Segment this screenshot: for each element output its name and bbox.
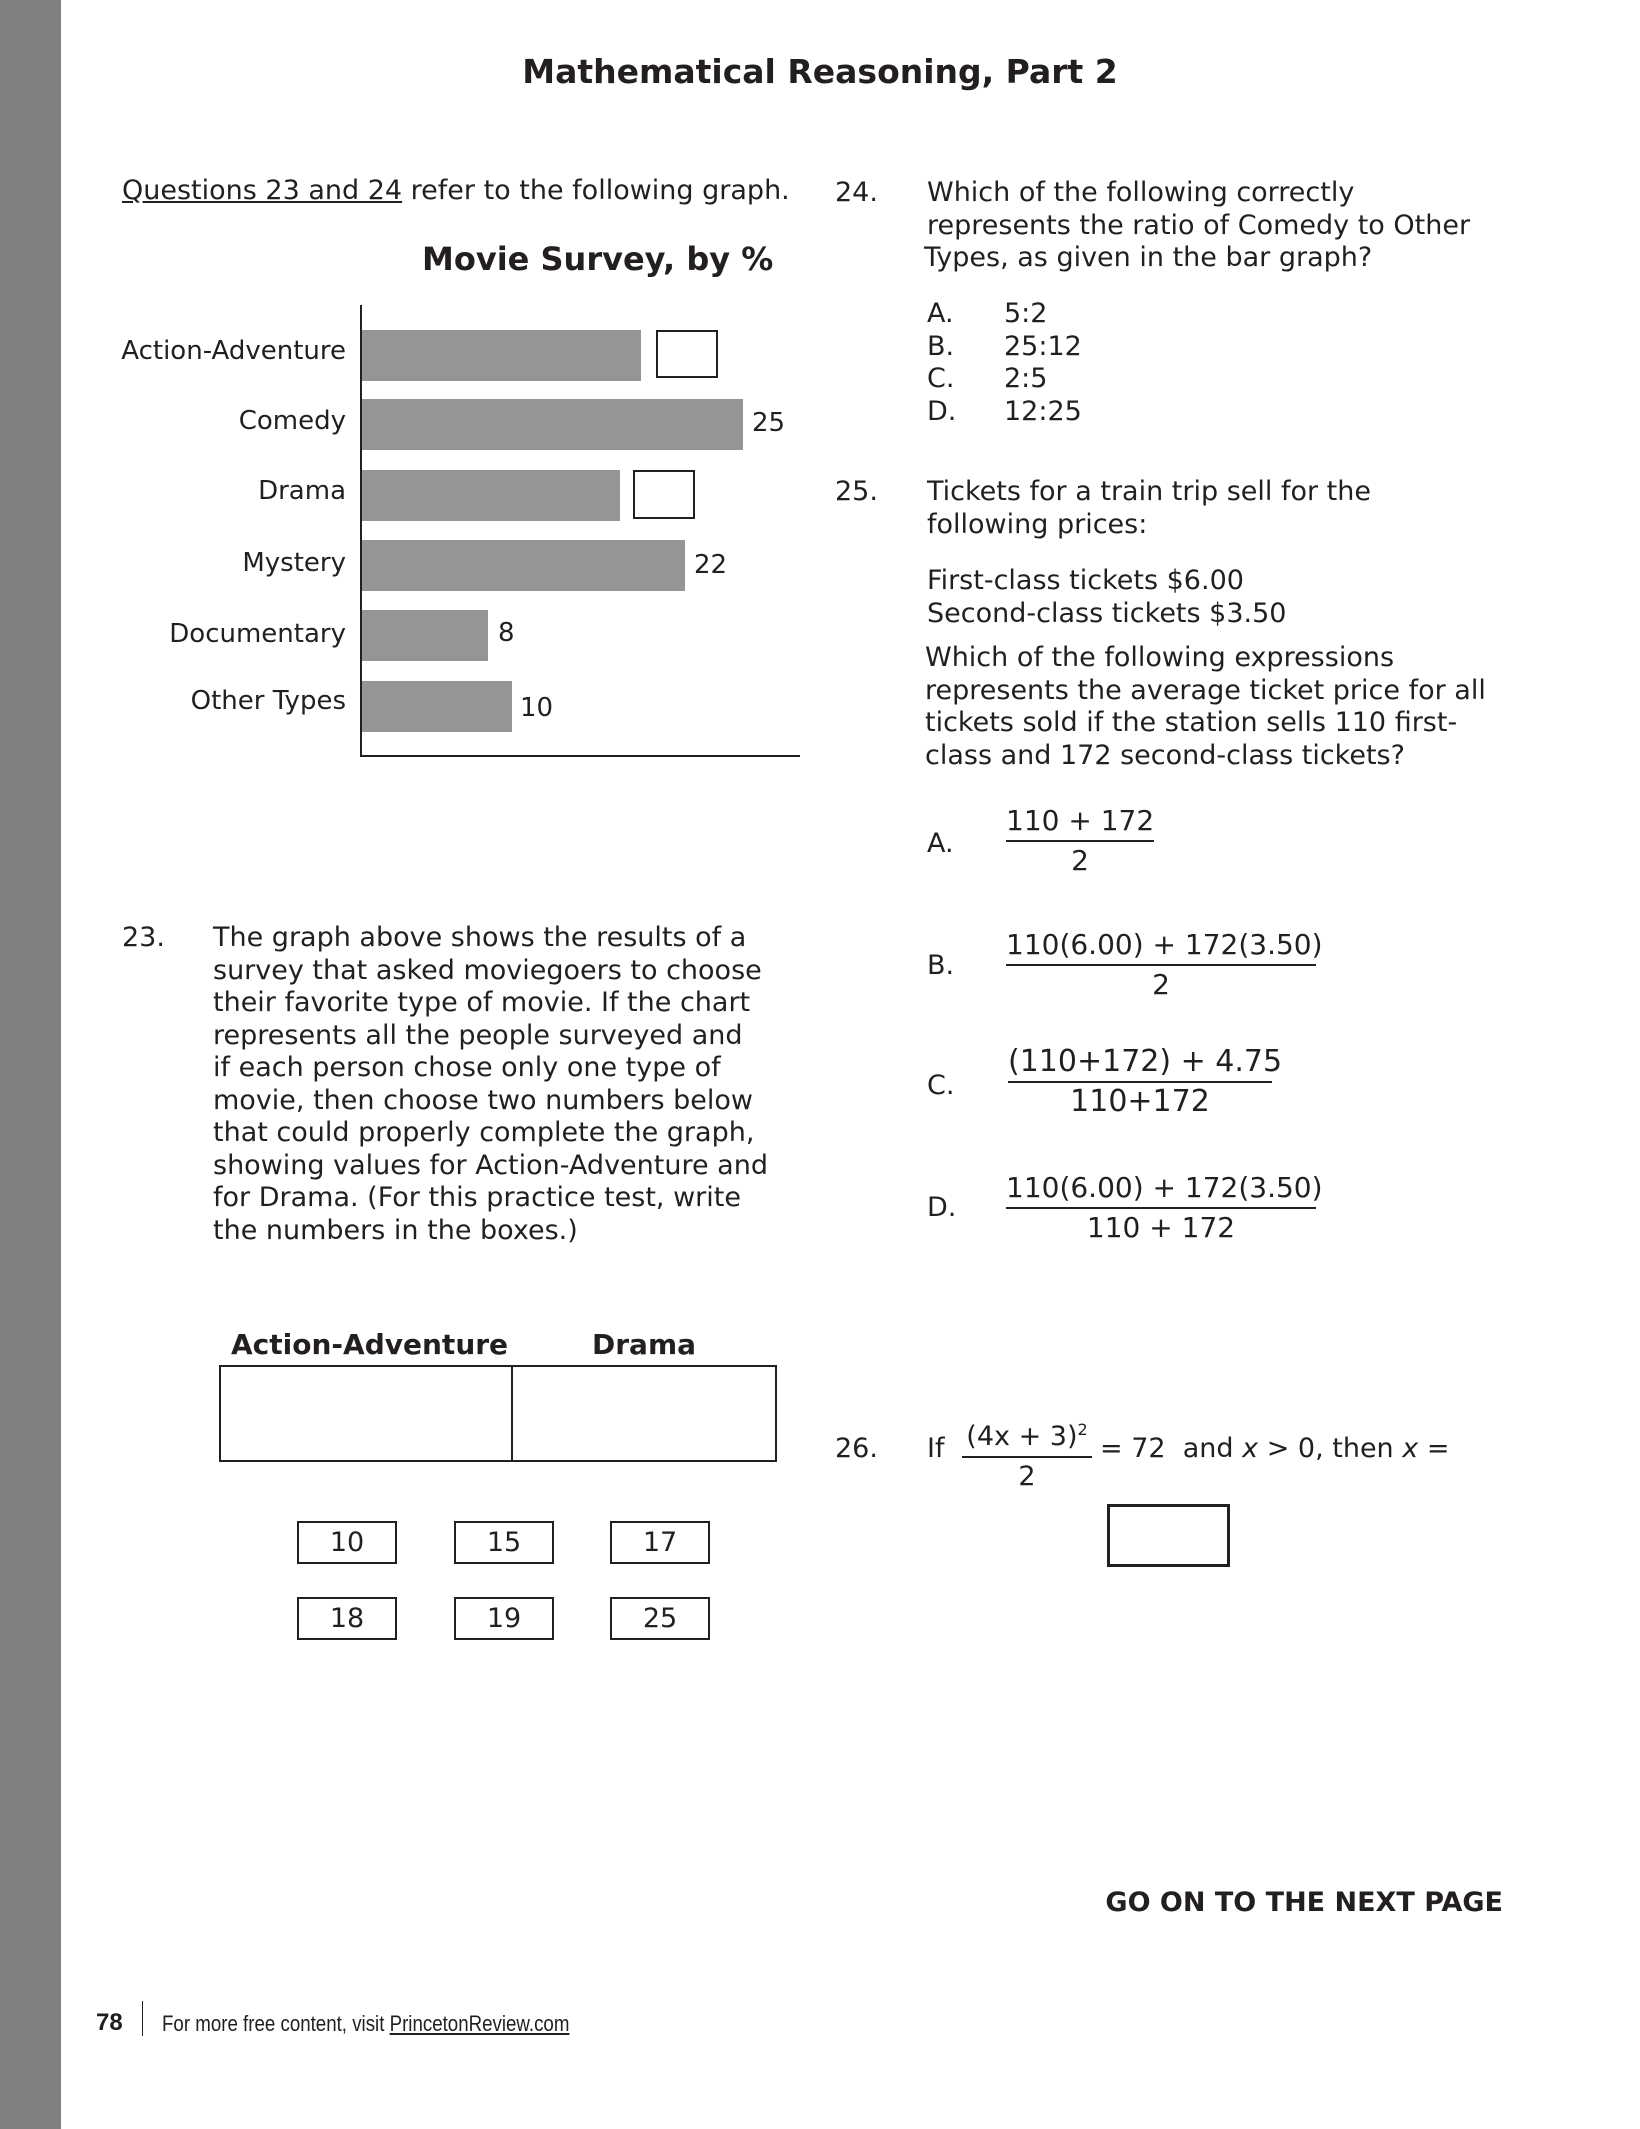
q25-prices	[927, 565, 1286, 630]
q23-line: that could properly complete the graph,	[213, 1117, 755, 1148]
q24-line: Which of the following correctly	[927, 177, 1355, 208]
category-label: Documentary	[169, 619, 346, 649]
q23-text	[213, 922, 768, 1247]
bar-comedy	[362, 399, 743, 450]
denominator: 110 + 172	[1086, 1211, 1236, 1244]
princeton-review-link[interactable]: PrincetonReview.com	[389, 2011, 570, 2036]
q26-if: If	[927, 1433, 945, 1464]
denominator: 2	[1152, 968, 1170, 1001]
q23-line: movie, then choose two numbers below	[213, 1084, 753, 1116]
q25-option-b-letter[interactable]: B.	[927, 950, 955, 981]
q25-line: tickets sold if the station sells 110 first-	[925, 707, 1458, 738]
bar-documentary	[362, 610, 488, 661]
q23-line: their favorite type of movie. If the chart	[213, 987, 751, 1018]
q24-line: Types, as given in the bar graph?	[924, 242, 1373, 273]
option-letter: B.	[927, 330, 955, 362]
category-label: Mystery	[242, 548, 346, 578]
q23-line: The graph above shows the results of a	[213, 922, 747, 953]
q25-option-a-fraction[interactable]	[1006, 804, 1154, 878]
bar-mystery	[362, 540, 685, 591]
option-text: 12:25	[1004, 395, 1082, 427]
fraction-bar	[962, 1456, 1092, 1458]
option-text: 5:2	[1004, 298, 1048, 329]
option-text: 25:12	[1004, 330, 1082, 362]
fraction-bar	[1006, 964, 1316, 966]
q24-line: represents the ratio of Comedy to Other	[927, 209, 1471, 241]
condition-text: > 0, then	[1258, 1433, 1403, 1464]
numerator: 110 + 172	[1006, 804, 1155, 837]
q23-line: for Drama. (For this practice test, write	[213, 1182, 741, 1213]
option-text: 2:5	[1004, 363, 1048, 394]
page-title: Mathematical Reasoning, Part 2	[522, 52, 1118, 91]
response-header-drama: Drama	[592, 1328, 697, 1361]
blank-box-action-adventure[interactable]	[656, 330, 718, 378]
variable-x: x	[1402, 1433, 1419, 1464]
numerator: 110(6.00) + 172(3.50)	[1006, 1171, 1323, 1204]
number-tile[interactable]: 17	[610, 1521, 710, 1564]
q25-option-b-fraction[interactable]	[1006, 928, 1323, 1002]
chart-x-axis	[360, 755, 800, 757]
q23-line: showing values for Action-Adventure and	[213, 1149, 768, 1181]
fraction-bar	[1006, 1207, 1316, 1209]
q23-line: if each person chose only one type of	[213, 1052, 721, 1083]
go-on-next-page: GO ON TO THE NEXT PAGE	[1105, 1887, 1503, 1918]
option-letter: C.	[927, 363, 955, 394]
graph-intro	[122, 175, 790, 208]
number-tile[interactable]: 15	[454, 1521, 554, 1564]
numerator	[962, 1413, 1092, 1454]
numerator: (110+172) + 4.75	[1008, 1044, 1283, 1079]
numerator: 110(6.00) + 172(3.50)	[1006, 928, 1323, 961]
response-cell-drama[interactable]	[513, 1367, 775, 1460]
numerator-text: (4x + 3)	[966, 1421, 1078, 1452]
bar-other-types	[362, 681, 512, 732]
denominator: 2	[1018, 1461, 1036, 1492]
question-number: 25.	[835, 476, 878, 507]
chart-title: Movie Survey, by %	[422, 240, 774, 278]
footer-divider	[142, 2001, 143, 2036]
question-number: 26.	[835, 1433, 878, 1464]
q25-option-d-letter[interactable]: D.	[927, 1192, 957, 1223]
bar-action-adventure	[362, 330, 641, 381]
bar-value-label: 10	[520, 693, 554, 723]
variable-x: x	[1242, 1433, 1259, 1464]
q24-option-b[interactable]	[927, 331, 1082, 364]
q25-option-a-letter[interactable]: A.	[927, 828, 954, 859]
q25-option-c-letter[interactable]: C.	[927, 1070, 955, 1101]
option-letter: A.	[927, 298, 954, 329]
bar-drama	[362, 470, 620, 521]
q26-tail	[1100, 1433, 1449, 1466]
option-letter: D.	[927, 395, 957, 427]
number-tile[interactable]: 18	[297, 1597, 397, 1640]
q25-line: Which of the following expressions	[925, 642, 1395, 673]
q23-line: the numbers in the boxes.)	[213, 1214, 578, 1246]
graph-intro-underlined: Questions 23 and 24	[122, 175, 403, 206]
number-tile[interactable]: 10	[297, 1521, 397, 1564]
q24-option-a[interactable]	[927, 298, 1082, 331]
q26-fraction	[962, 1413, 1092, 1494]
q23-line: survey that asked moviegoers to choose	[213, 954, 762, 986]
response-header-action-adventure: Action-Adventure	[231, 1328, 509, 1361]
category-label: Drama	[258, 476, 346, 506]
footer-text	[162, 2011, 569, 2037]
page-number: 78	[96, 2009, 123, 2036]
q25-option-c-fraction[interactable]	[1008, 1044, 1283, 1119]
q25-line: Tickets for a train trip sell for the	[927, 476, 1371, 507]
number-tile[interactable]: 25	[610, 1597, 710, 1640]
equals-sign: =	[1418, 1433, 1450, 1464]
q26-answer-box[interactable]	[1107, 1504, 1230, 1567]
bar-value-label: 22	[694, 550, 728, 580]
response-cell-action-adventure[interactable]	[221, 1367, 513, 1460]
category-label: Other Types	[190, 686, 346, 716]
q23-line: represents all the people surveyed and	[213, 1019, 743, 1051]
number-tile[interactable]: 19	[454, 1597, 554, 1640]
graph-intro-rest: refer to the following graph.	[402, 175, 790, 206]
q25-line: following prices:	[927, 508, 1148, 540]
bar-value-label: 8	[498, 618, 515, 648]
denominator: 2	[1071, 844, 1089, 877]
question-number: 24.	[835, 177, 878, 208]
q25-line: represents the average ticket price for all	[925, 674, 1486, 706]
price-line: Second-class tickets $3.50	[927, 597, 1287, 629]
q24-option-d[interactable]	[927, 396, 1082, 429]
denominator: 110+172	[1070, 1084, 1210, 1119]
fraction-bar	[1006, 840, 1154, 842]
exponent: 2	[1077, 1420, 1088, 1439]
blank-box-drama[interactable]	[633, 470, 695, 519]
response-table	[219, 1365, 777, 1462]
q25-question	[925, 642, 1486, 772]
page-edge-bar	[0, 0, 61, 2129]
q25-option-d-fraction[interactable]	[1006, 1171, 1323, 1245]
category-label: Action-Adventure	[121, 336, 346, 366]
question-number: 23.	[122, 922, 165, 953]
q24-option-c[interactable]	[927, 363, 1082, 396]
q24-text	[924, 177, 1471, 275]
bar-value-label: 25	[752, 408, 786, 438]
q25-line: class and 172 second-class tickets?	[925, 739, 1405, 771]
footer-text-prefix: For more free content, visit	[162, 2011, 390, 2036]
equals-72: = 72	[1100, 1433, 1166, 1464]
category-label: Comedy	[238, 406, 346, 436]
price-line: First-class tickets $6.00	[927, 565, 1244, 596]
q25-intro	[927, 476, 1371, 541]
and-text: and	[1182, 1433, 1234, 1464]
q24-options	[927, 298, 1082, 428]
fraction-bar	[1008, 1081, 1272, 1083]
